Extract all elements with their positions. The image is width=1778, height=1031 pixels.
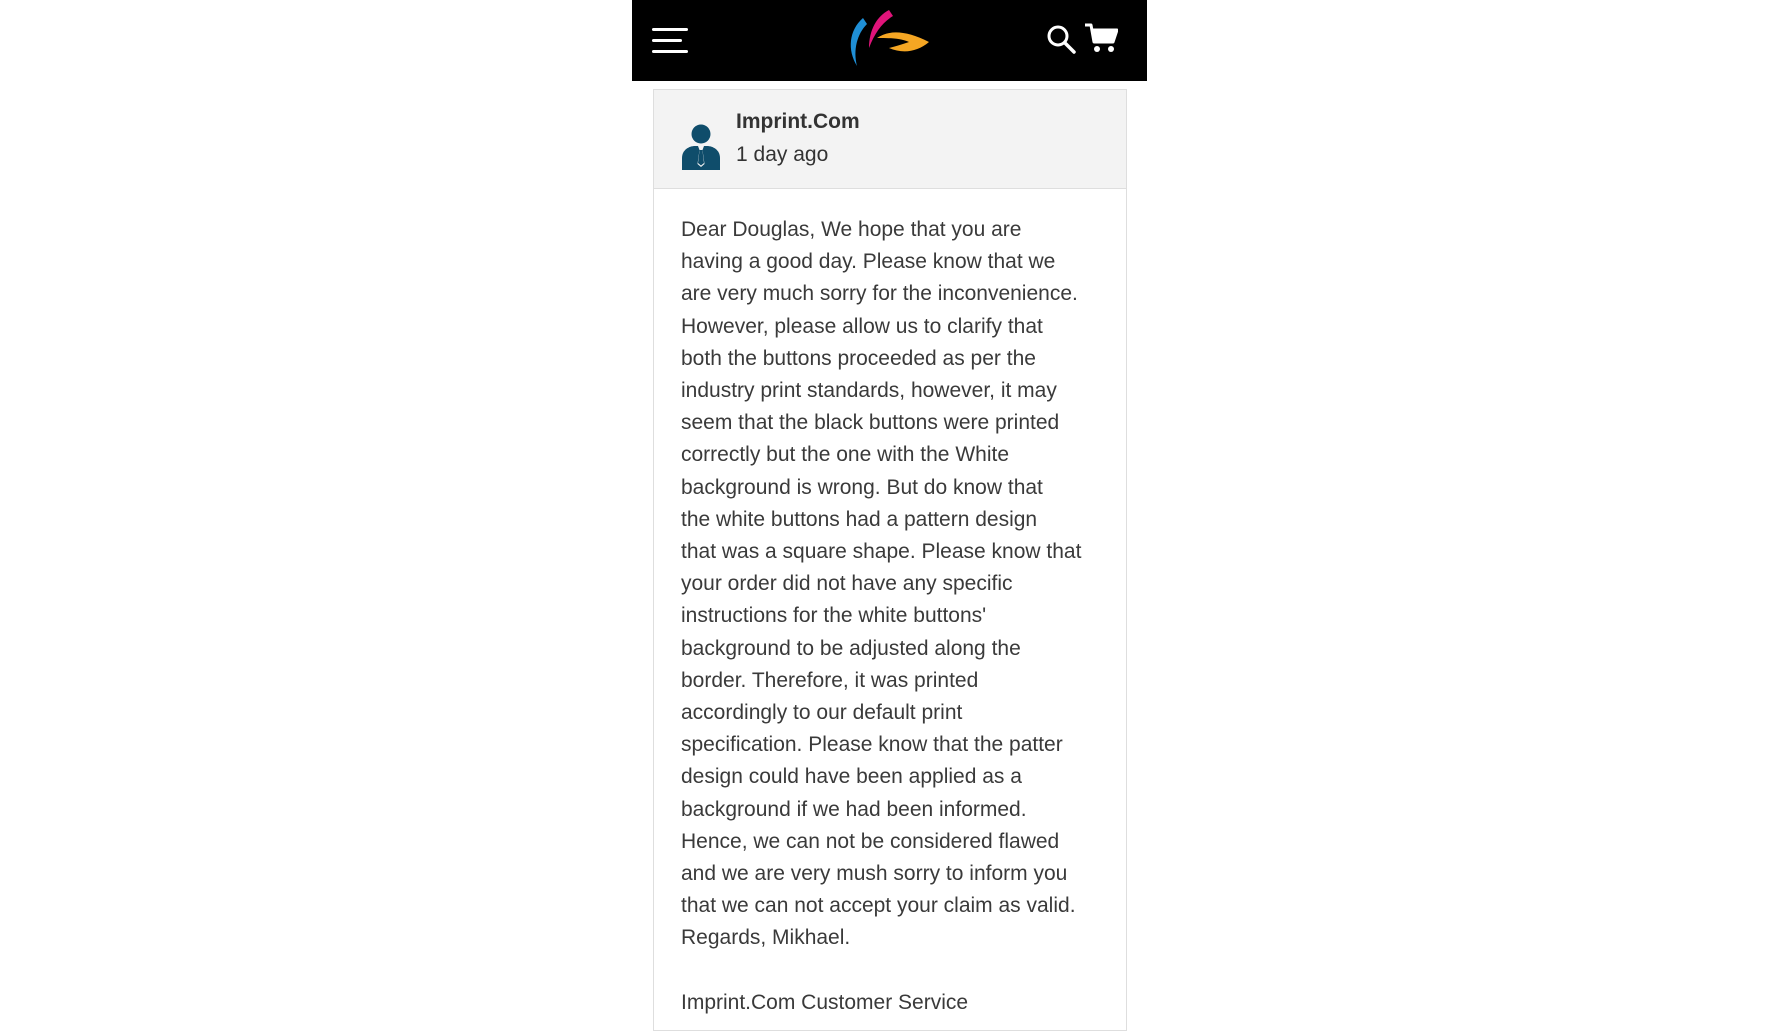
shopping-cart-icon[interactable] — [1084, 22, 1118, 54]
search-icon[interactable] — [1046, 24, 1076, 54]
mobile-page — [632, 0, 1147, 1014]
imprint-logo-icon[interactable] — [843, 8, 931, 70]
review-author: Imprint.Com — [736, 110, 860, 133]
review-response-card — [653, 89, 1127, 1031]
top-navigation-bar — [632, 0, 1147, 81]
review-card-header — [654, 90, 1126, 189]
review-timestamp: 1 day ago — [736, 143, 829, 166]
person-with-tie-icon — [681, 124, 721, 170]
hamburger-menu-icon[interactable] — [652, 28, 688, 54]
review-message: Dear Douglas, We hope that you are having a good day. Please know that we are very much sorry for the inconvenience. However, please allow us to clarify that both the buttons proceeded as per the industry print standards, however, it may seem that the black buttons were printed correctly but the one with the White background is wrong. But do know that the white buttons had a pattern design that was a square shape. Please know that your order did not have any specific instructions for the white buttons' background to be adjusted along the border. Therefore, it was printed accordingly to our default print specification. Please know that the patter design could have been applied as a background if we had been informed. Hence, we can not be considered flawed and we are very mush sorry to inform you that we can not accept your claim as valid. Regards, Mikhael. — [681, 218, 1082, 950]
review-signature: Imprint.Com Customer Service — [681, 991, 969, 1014]
